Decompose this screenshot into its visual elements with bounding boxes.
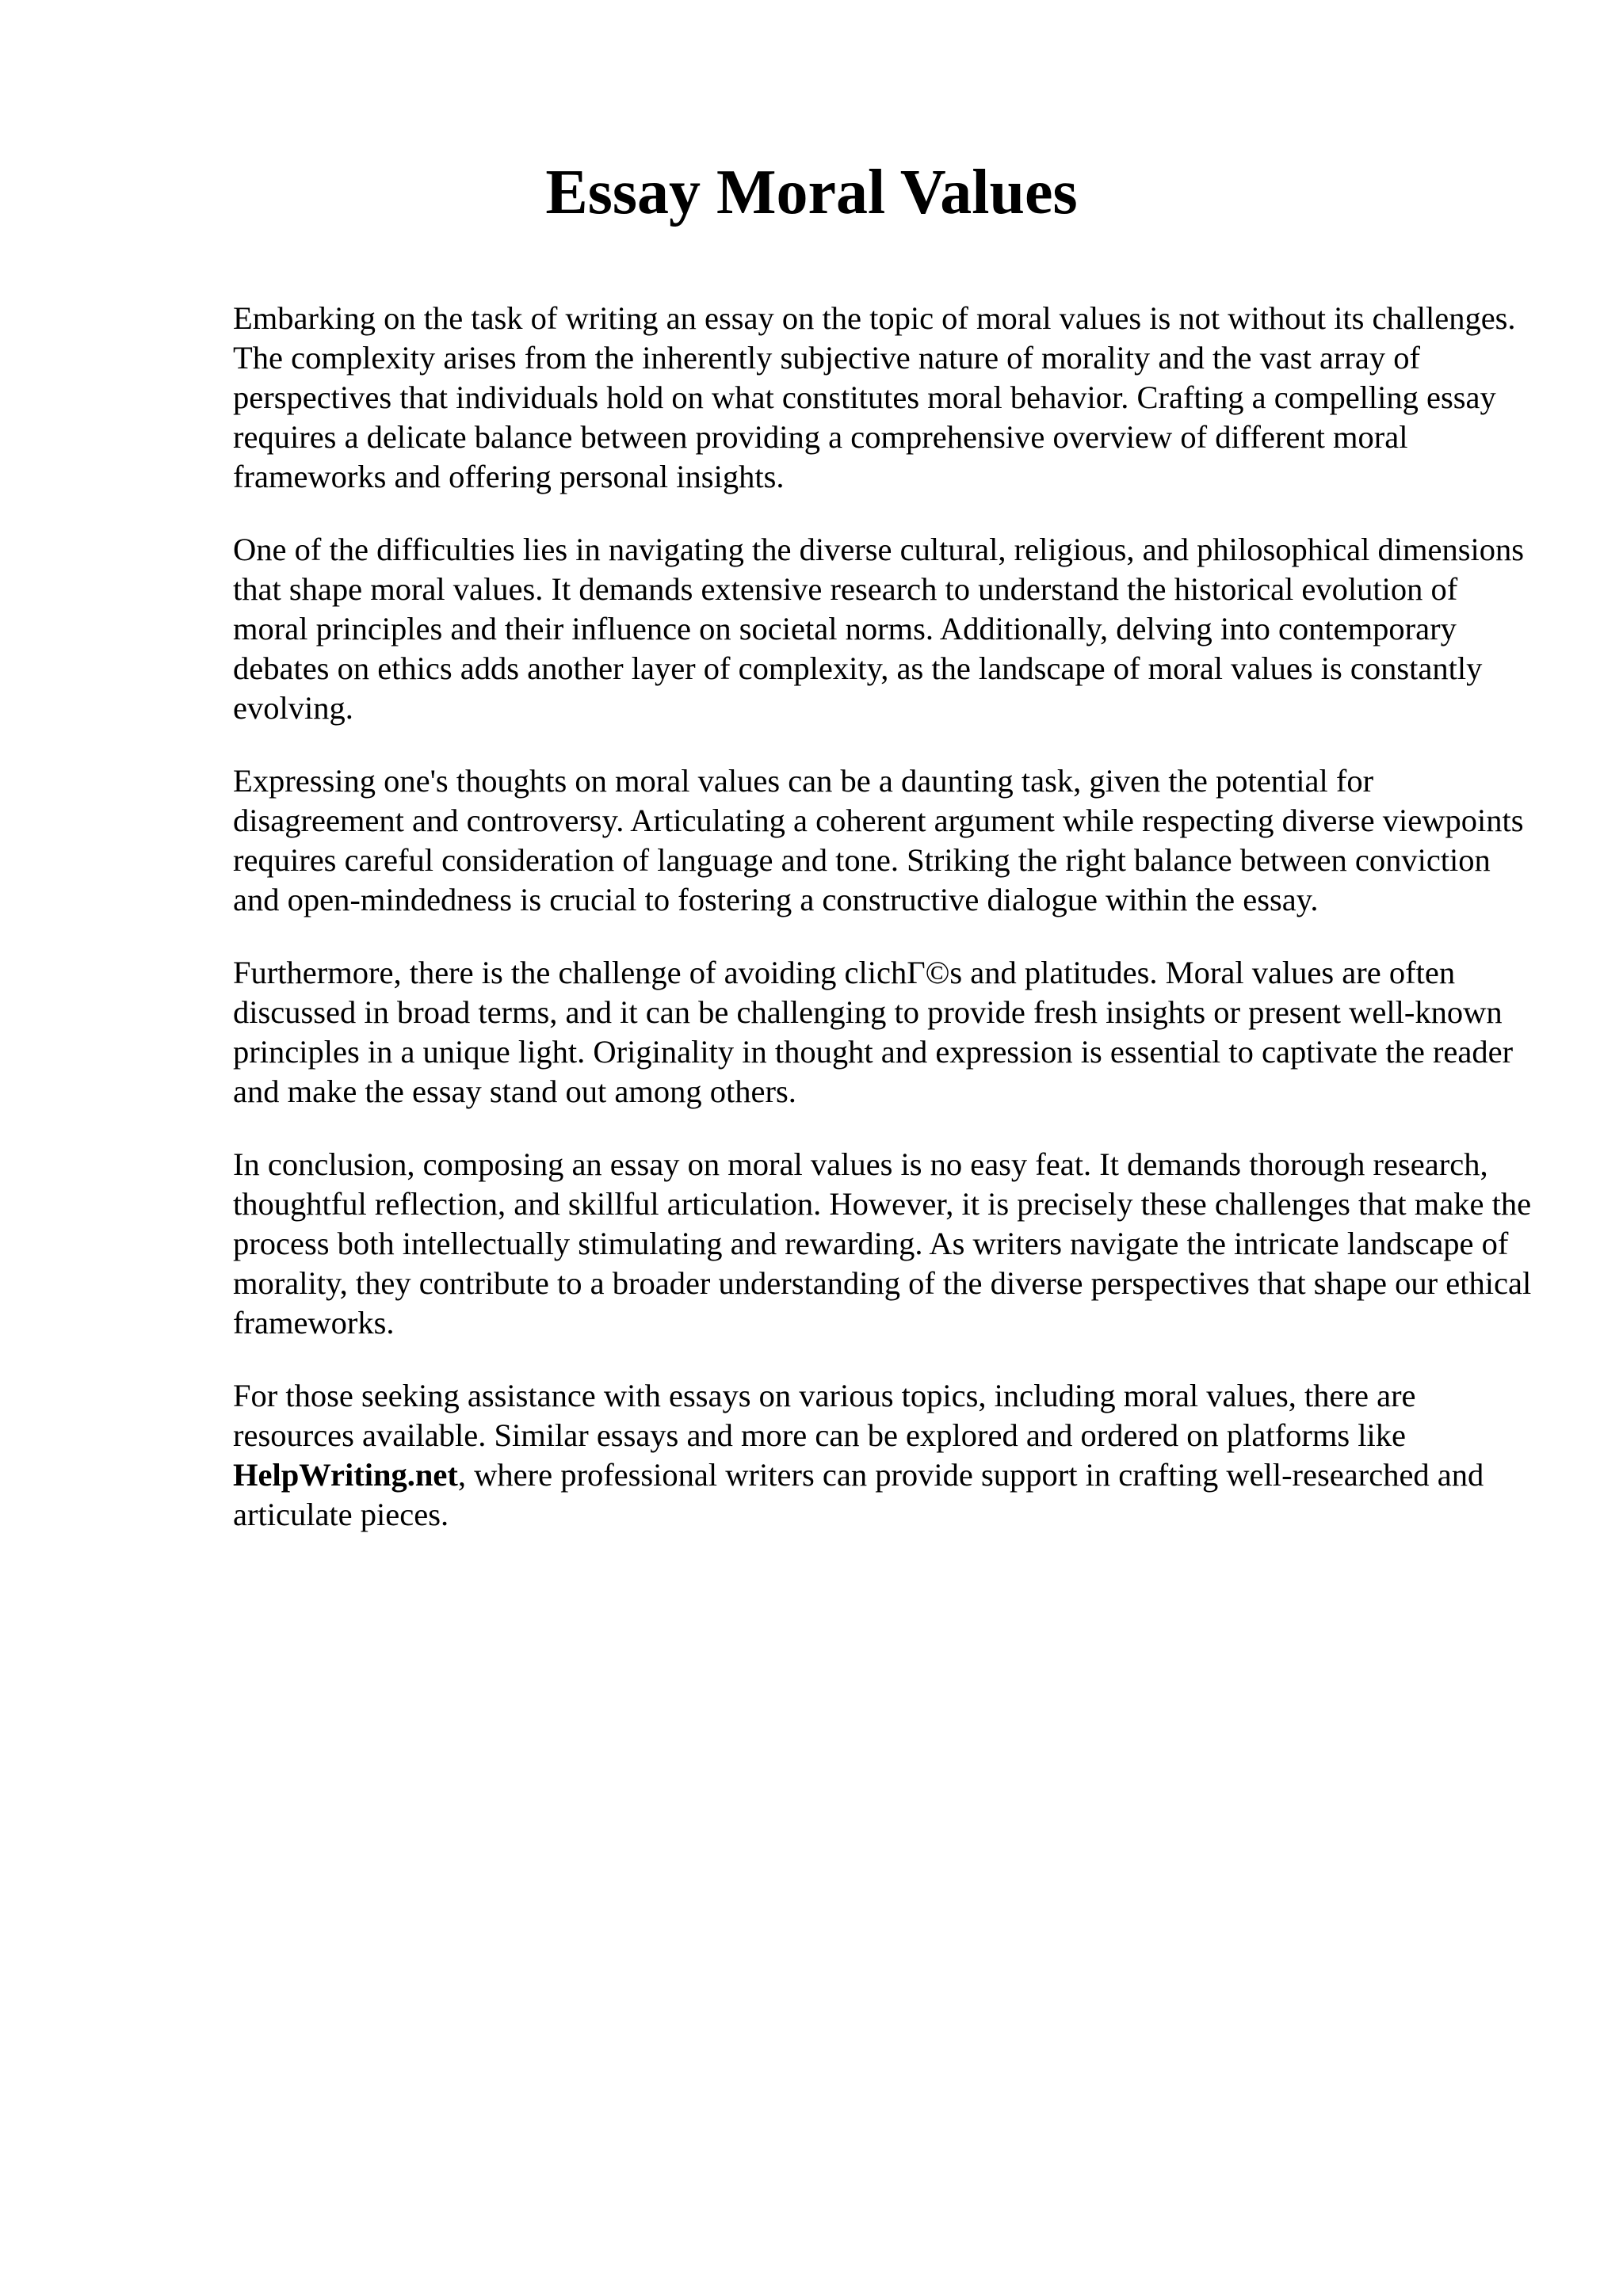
paragraph-1: Embarking on the task of writing an essay on the topic of moral values is not without its challenges. The complexity arises from the inherently subjective nature of morality and the vast array of perspectives that individuals hold on what constitutes moral behavior. Crafting a compelling essay requires a delicate balance between providing a comprehensive overview of different moral frameworks and offering personal insights. <box>233 300 1516 494</box>
paragraph-6-text-before-link: For those seeking assistance with essays on various topics, including moral values, there are resources available. Similar essays and more can be explored and ordered on platforms like <box>233 1378 1416 1453</box>
paragraph-2: One of the difficulties lies in navigating the diverse cultural, religious, and philosophical dimensions that shape moral values. It demands extensive research to understand the historical evolution of moral principles and their influence on societal norms. Additionally, delving into contemporary debates on ethics adds another layer of complexity, as the landscape of moral values is constantly evolving. <box>233 532 1525 726</box>
paragraph-3: Expressing one's thoughts on moral values can be a daunting task, given the potential for disagreement and controversy. Articulating a coherent argument while respecting diverse viewpoints requires careful consideration of language and tone. Striking the right balance between conviction and open-mindedness is crucial to fostering a constructive dialogue within the essay. <box>233 763 1524 917</box>
document-body <box>233 299 1533 1568</box>
document-title: Essay Moral Values <box>545 158 1078 227</box>
paragraph-4: Furthermore, there is the challenge of avoiding clichΓ©s and platitudes. Moral values are often discussed in broad terms, and it can be challenging to provide fresh insights or present well-known principles in a unique light. Originality in thought and expression is essential to captivate the reader and make the essay stand out among others. <box>233 955 1514 1109</box>
paragraph-6 <box>233 1376 1533 1535</box>
helpwriting-link[interactable]: HelpWriting.net <box>233 1457 458 1493</box>
paragraph-6-text-after-link: , where professional writers can provide support in crafting well-researched and articulate pieces. <box>233 1457 1484 1532</box>
paragraph-5: In conclusion, composing an essay on moral values is no easy feat. It demands thorough research, thoughtful reflection, and skillful articulation. However, it is precisely these challenges that make the process both intellectually stimulating and rewarding. As writers navigate the intricate landscape of morality, they contribute to a broader understanding of the diverse perspectives that shape our ethical frameworks. <box>233 1146 1532 1341</box>
